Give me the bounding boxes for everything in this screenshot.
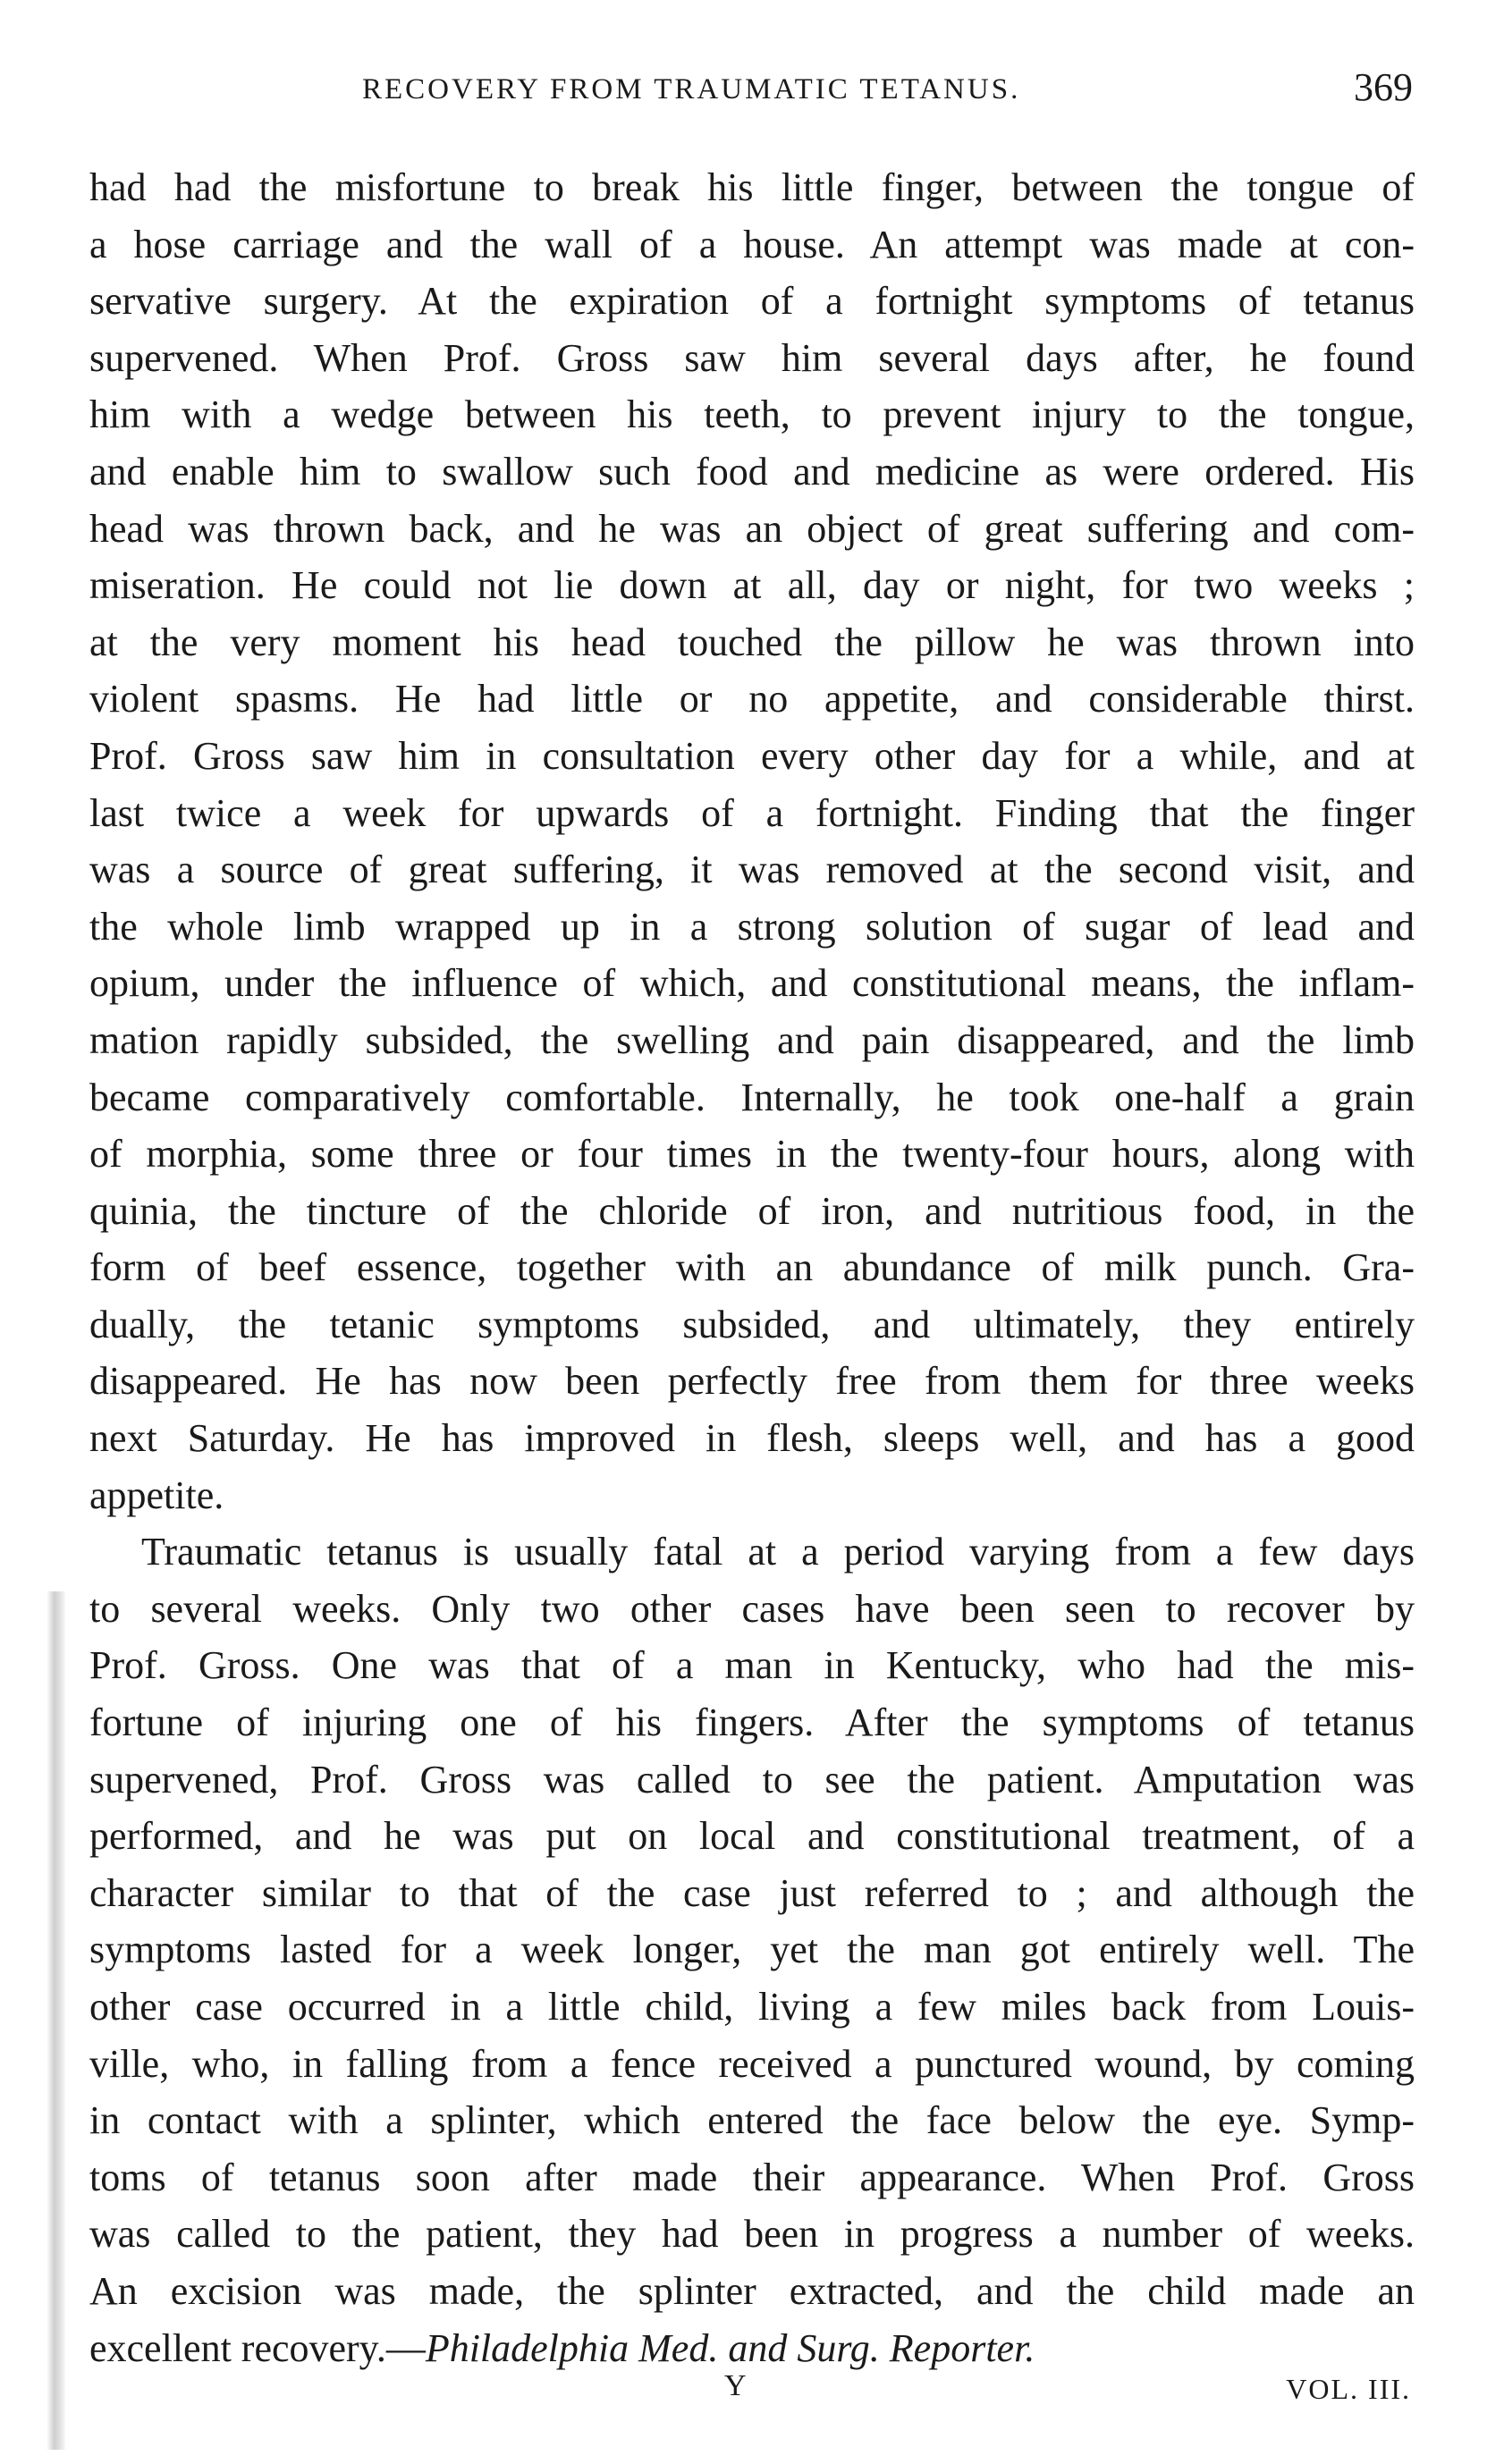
citation-line: [89, 2320, 1415, 2377]
text-line: symptoms lasted for a week longer, yet the man got entirely well. The: [89, 1928, 1415, 1972]
volume-label: VOL. III.: [1286, 2373, 1411, 2405]
text-line: dually, the tetanic symptoms subsided, and ultimately, they entirely: [89, 1302, 1415, 1346]
text-line: of morphia, some three or four times in the twenty-four hours, along with: [89, 1132, 1415, 1177]
text-line: and enable him to swallow such food and medicine as were ordered. His: [89, 449, 1415, 494]
text-line: violent spasms. He had little or no appetite, and considerable thirst.: [89, 677, 1415, 721]
text-line: head was thrown back, and he was an object of great suffering and com-: [89, 506, 1415, 551]
text-line: mation rapidly subsided, the swelling and pain disappeared, and the limb: [89, 1017, 1415, 1062]
text-line: other case occurred in a little child, living a few miles back from Louis-: [89, 1985, 1415, 2029]
text-line: An excision was made, the splinter extracted, and the child made an: [89, 2268, 1415, 2313]
text-line: toms of tetanus soon after made their appearance. When Prof. Gross: [89, 2155, 1415, 2199]
text-line: a hose carriage and the wall of a house. An attempt was made at con-: [89, 222, 1415, 266]
running-head: [0, 63, 1504, 116]
text-line: fortune of injuring one of his fingers. After the symptoms of tetanus: [89, 1700, 1415, 1745]
text-line: ville, who, in falling from a fence received a punctured wound, by coming: [89, 2041, 1415, 2086]
text-line: servative surgery. At the expiration of a fortnight symptoms of tetanus: [89, 279, 1415, 324]
text-line: character similar to that of the case just referred to ; and although the: [89, 1870, 1415, 1915]
text-line: had had the misfortune to break his little finger, between the tongue of: [89, 165, 1415, 209]
text-line: last twice a week for upwards of a fortnight. Finding that the finger: [89, 790, 1415, 835]
citation-lead: excellent recovery.—: [89, 2325, 426, 2370]
body-text: [89, 159, 1415, 2376]
text-line: the whole limb wrapped up in a strong solution of sugar of lead and: [89, 904, 1415, 949]
text-line: form of beef essence, together with an abundance of milk punch. Gra-: [89, 1245, 1415, 1290]
text-line: to several weeks. Only two other cases have been seen to recover by: [89, 1586, 1415, 1631]
signature-mark: Y: [724, 2369, 747, 2402]
text-line: miseration. He could not lie down at all, day or night, for two weeks ;: [89, 563, 1415, 608]
text-line: quinia, the tincture of the chloride of iron, and nutritious food, in the: [89, 1188, 1415, 1233]
text-line: next Saturday. He has improved in flesh, sleeps well, and has a good: [89, 1416, 1415, 1461]
text-line: him with a wedge between his teeth, to prevent injury to the tongue,: [89, 392, 1415, 437]
citation-source: Philadelphia Med. and Surg. Reporter.: [425, 2325, 1035, 2370]
running-title: RECOVERY FROM TRAUMATIC TETANUS.: [362, 73, 1021, 105]
text-line: supervened, Prof. Gross was called to see the patient. Amputation was: [89, 1757, 1415, 1802]
text-line: opium, under the influence of which, and constitutional means, the inflam-: [89, 961, 1415, 1006]
paragraph-end-line: appetite.: [89, 1472, 224, 1517]
text-line: at the very moment his head touched the pillow he was thrown into: [89, 620, 1415, 664]
text-line: became comparatively comfortable. Internally, he took one-half a grain: [89, 1075, 1415, 1119]
page-number: 369: [1354, 65, 1413, 109]
text-line: Prof. Gross saw him in consultation every other day for a while, and at: [89, 733, 1415, 778]
page-footer: [0, 2369, 1504, 2423]
text-line: was a source of great suffering, it was removed at the second visit, and: [89, 848, 1415, 892]
text-line: in contact with a splinter, which entered the face below the eye. Symp-: [89, 2098, 1415, 2143]
text-line: was called to the patient, they had been in progress a number of weeks.: [89, 2212, 1415, 2257]
text-line: performed, and he was put on local and constitutional treatment, of a: [89, 1814, 1415, 1859]
page-gutter-shadow: [46, 1591, 66, 2450]
text-line: supervened. When Prof. Gross saw him several days after, he found: [89, 335, 1415, 380]
text-line: disappeared. He has now been perfectly free from them for three weeks: [89, 1359, 1415, 1404]
paragraph-start-line: Traumatic tetanus is usually fatal at a period varying from a few days: [141, 1530, 1415, 1574]
text-line: Prof. Gross. One was that of a man in Kentucky, who had the mis-: [89, 1643, 1415, 1688]
